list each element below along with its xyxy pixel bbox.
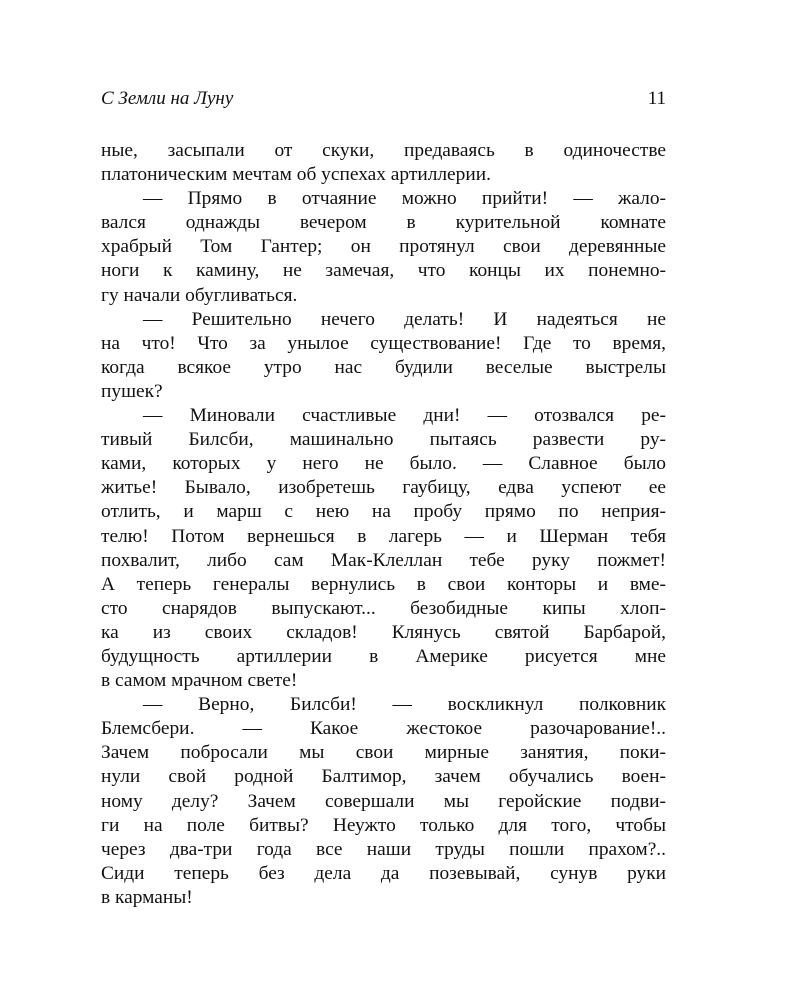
text-line: храбрый Том Гантер; он протянул свои деревянные xyxy=(101,236,666,258)
text-line: Зачем побросали мы свои мирные занятия, поки- xyxy=(101,742,666,764)
text-line: похвалит, либо сам Мак-Клеллан тебе руку пожмет! xyxy=(101,549,666,571)
text-line: вался однажды вечером в курительной комнате xyxy=(101,212,666,234)
text-line: отлить, и марш с нею на пробу прямо по неприя- xyxy=(101,501,666,523)
text-line: ка из своих складов! Клянусь святой Барбарой, xyxy=(101,621,666,643)
body-text xyxy=(101,139,666,910)
text-line: гу начали обугливаться. xyxy=(101,284,298,306)
text-line: Сиди теперь без дела да позевывай, сунув руки xyxy=(101,862,666,884)
text-line: житье! Бывало, изобретешь гаубицу, едва успеют ее xyxy=(101,477,666,499)
text-line: ноги к камину, не замечая, что концы их понемно- xyxy=(101,260,666,282)
text-line: ные, засыпали от скуки, предаваясь в одиночестве xyxy=(101,140,666,161)
running-title: С Земли на Луну xyxy=(101,88,234,109)
text-line: ги на поле битвы? Неужто только для того, чтобы xyxy=(101,814,666,836)
text-line: пушек? xyxy=(101,380,163,402)
text-line: в самом мрачном свете! xyxy=(101,670,298,692)
text-line: тивый Билсби, машинально пытаясь развести ру- xyxy=(101,429,666,451)
text-line: платоническим мечтам об успехах артиллерии. xyxy=(101,164,491,186)
text-line: А теперь генералы вернулись в свои конторы и вме- xyxy=(101,573,666,595)
text-line: Блемсбери. — Какое жестокое разочарование!.. xyxy=(101,718,666,740)
text-line: ному делу? Зачем совершали мы геройские подви- xyxy=(101,790,666,812)
text-line: телю! Потом вернешься в лагерь — и Шерман тебя xyxy=(101,525,666,547)
text-line: нули свой родной Балтимор, зачем обучались воен- xyxy=(101,766,666,788)
text-line: будущность артиллерии в Америке рисуется мне xyxy=(101,645,666,667)
page-header xyxy=(100,86,666,112)
text-line: когда всякое утро нас будили веселые выстрелы xyxy=(101,356,666,378)
text-line: ками, которых у него не было. — Славное было xyxy=(101,453,666,475)
text-line: — Прямо в отчаяние можно прийти! — жало- xyxy=(143,188,666,210)
text-line: — Верно, Билсби! — воскликнул полковник xyxy=(143,694,666,716)
page-number: 11 xyxy=(647,88,666,109)
text-line: в карманы! xyxy=(101,886,193,908)
text-line: через два-три года все наши труды пошли прахом?.. xyxy=(101,838,666,860)
text-line: сто снарядов выпускают... безобидные кипы хлоп- xyxy=(101,597,666,619)
text-line: на что! Что за унылое существование! Где то время, xyxy=(101,332,666,354)
text-line: — Решительно нечего делать! И надеяться не xyxy=(143,308,666,330)
text-line: — Миновали счастливые дни! — отозвался ре- xyxy=(143,405,666,427)
